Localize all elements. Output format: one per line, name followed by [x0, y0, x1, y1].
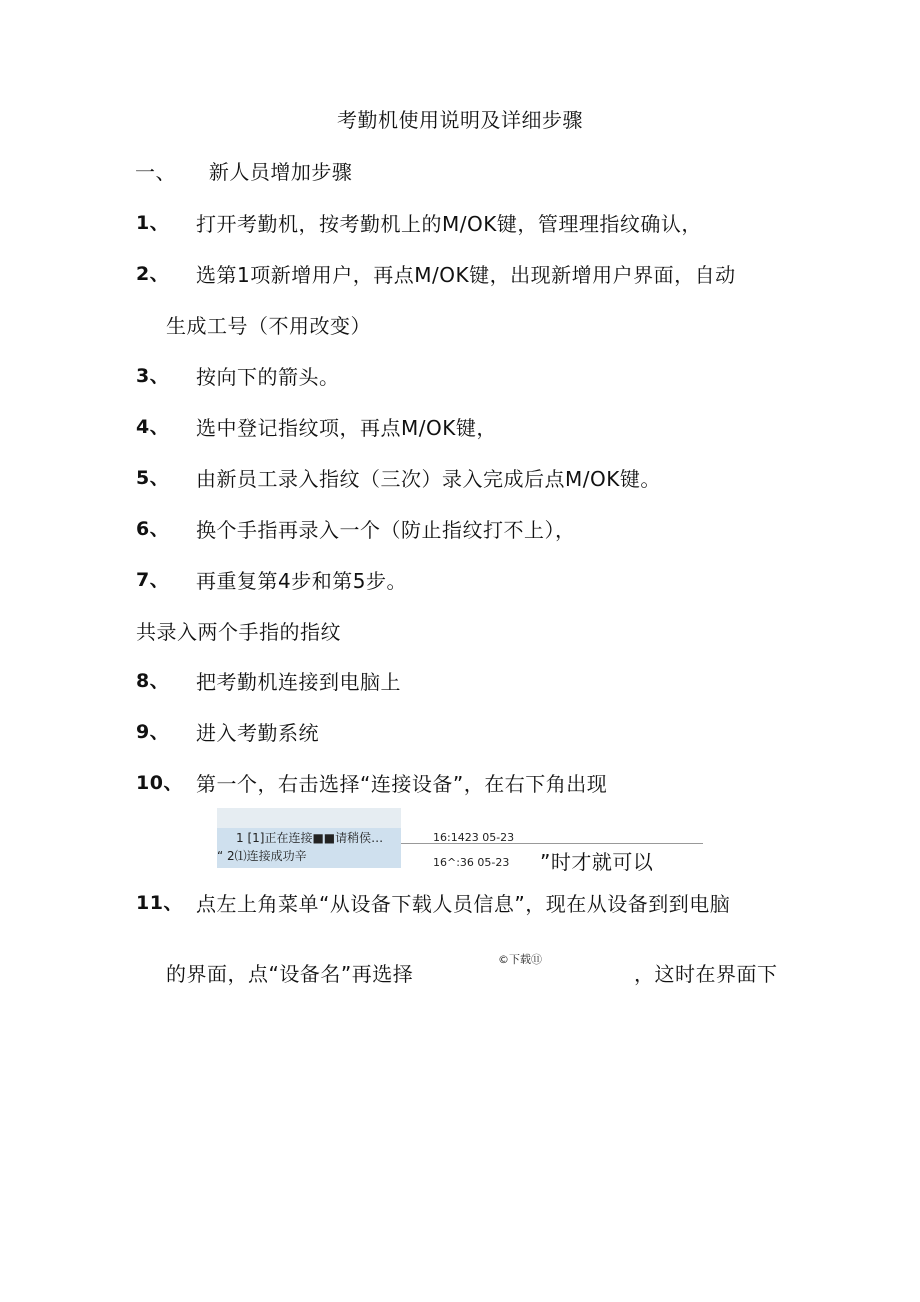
- step-text: 打开考勤机，按考勤机上的M/OK键，管理理指纹确认，: [196, 212, 702, 236]
- status-row-connecting: 1 [1]正在连接■■请稍侯…: [236, 831, 384, 845]
- section-marker: 一、: [135, 160, 176, 184]
- status-time-1: 16:1423 05-23: [433, 831, 515, 844]
- step-text: 由新员工录入指纹（三次）录入完成后点M/OK键。: [196, 467, 661, 491]
- step-text: 按向下的箭头。: [196, 365, 340, 389]
- step-11-continuation-a: 的界面，点“设备名”再选择: [166, 962, 414, 986]
- download-button[interactable]: ©下载⑪: [498, 953, 542, 966]
- step-number: 3、: [136, 365, 170, 387]
- status-row-connected: “ 2⑴连接成功辛: [217, 849, 307, 863]
- step-11-continuation-b: ，这时在界面下: [634, 962, 778, 986]
- step-text: 第一个，右击选择“连接设备”，在右下角出现: [196, 772, 608, 796]
- step-2-continuation: 生成工号（不用改变）: [166, 314, 371, 338]
- step-number: 10、: [136, 772, 183, 794]
- step-number: 11、: [136, 892, 183, 914]
- section-title: 新人员增加步骤: [208, 160, 353, 184]
- step-text: 选中登记指纹项，再点M/OK键，: [196, 416, 497, 440]
- step-number: 2、: [136, 263, 170, 285]
- step-text: 选第1项新增用户，再点M/OK键，出现新增用户界面，自动: [196, 263, 736, 287]
- step-text: 进入考勤系统: [196, 721, 319, 745]
- step-number: 6、: [136, 518, 170, 540]
- page-title: 考勤机使用说明及详细步骤: [337, 108, 583, 132]
- step-number: 9、: [136, 721, 170, 743]
- section-heading: [135, 156, 352, 185]
- step-number: 8、: [136, 670, 170, 692]
- note-text: 共录入两个手指的指纹: [136, 620, 341, 644]
- step-text: 把考勤机连接到电脑上: [196, 670, 401, 694]
- step-10-tail: ”时才就可以: [540, 850, 654, 874]
- step-text: 换个手指再录入一个（防止指纹打不上），: [196, 518, 576, 542]
- step-number: 4、: [136, 416, 170, 438]
- status-time-2: 16^:36 05-23: [433, 856, 510, 869]
- step-number: 5、: [136, 467, 170, 489]
- connection-status-header: [217, 808, 401, 828]
- step-number: 7、: [136, 569, 170, 591]
- step-text: 再重复第4步和第5步。: [196, 569, 407, 593]
- step-number: 1、: [136, 212, 170, 234]
- step-text: 点左上角菜单“从设备下载人员信息”，现在从设备到到电脑: [196, 892, 731, 916]
